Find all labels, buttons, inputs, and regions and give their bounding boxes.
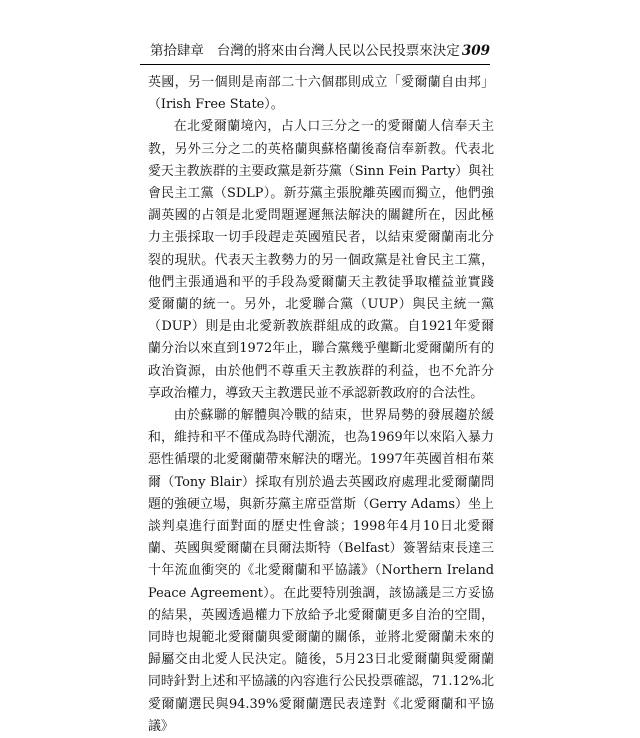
chapter-title: 台灣的將來由台灣人民以公民投票來決定: [216, 43, 460, 59]
paragraph-3: 由於蘇聯的解體與冷戰的結束，世界局勢的發展趨於緩和，維持和平不僅成為時代潮流，也為1969年以來陷入暴力惡性循環的北愛爾蘭帶來解決的曙光。1997年英國首相布萊爾（Tony Blair）採取有別於過去英國政府處理北愛爾蘭問題的強硬立場，與新芬黨主席亞當斯（Gerry Adams）坐上談判桌進行面對面的歷史性會談；1998年4月10日北愛爾蘭、英國與愛爾蘭在貝爾法斯特（Belfast）簽署結束長達三十年流血衝突的《北愛爾蘭和平協議》（Northern Ireland Peace Agreement）。在此要特別強調，該協議是三方妥協的結果，英國透過權力下放給予北愛爾蘭更多自治的空間，同時也規範北愛爾蘭與愛爾蘭的關係，並將北愛爾蘭未來的歸屬交由北愛人民決定。隨後，5月23日北愛爾蘭與愛爾蘭同時針對上述和平協議的內容進行公民投票確認，71.12%北愛爾蘭選民與94.39%愛爾蘭選民表達對《北愛爾蘭和平協議》: [148, 408, 494, 734]
page-number: 309: [461, 43, 490, 59]
body-text: [148, 72, 494, 738]
running-header: [140, 40, 490, 65]
paragraph-1: 英國，另一個則是南部二十六個郡則成立「愛爾蘭自由邦」（Irish Free State）。: [148, 75, 494, 113]
chapter-label: 第拾肆章: [149, 43, 204, 59]
paragraph-2: 在北愛爾蘭境內，占人口三分之一的愛爾蘭人信奉天主教，另外三分之二的英格蘭與蘇格蘭後裔信奉新教。代表北愛天主教族群的主要政黨是新芬黨（Sinn Fein Party）與社會民主工黨（SDLP）。新芬黨主張脫離英國而獨立，他們強調英國的占領是北愛問題遲遲無法解決的關鍵所在，因此極力主張採取一切手段趕走英國殖民者，以結束愛爾蘭南北分裂的現狀。代表天主教勢力的另一個政黨是社會民主工黨，他們主張通過和平的手段為愛爾蘭天主教徒爭取權益並實踐愛爾蘭的統一。另外，北愛聯合黨（UUP）與民主統一黨（DUP）則是由北愛新教族群組成的政黨。自1921年愛爾蘭分治以來直到1972年止，聯合黨幾乎壟斷北愛爾蘭所有的政治資源，由於他們不尊重天主教族群的利益，也不允許分享政治權力，導致天主教選民並不承認新教政府的合法性。: [148, 119, 494, 401]
